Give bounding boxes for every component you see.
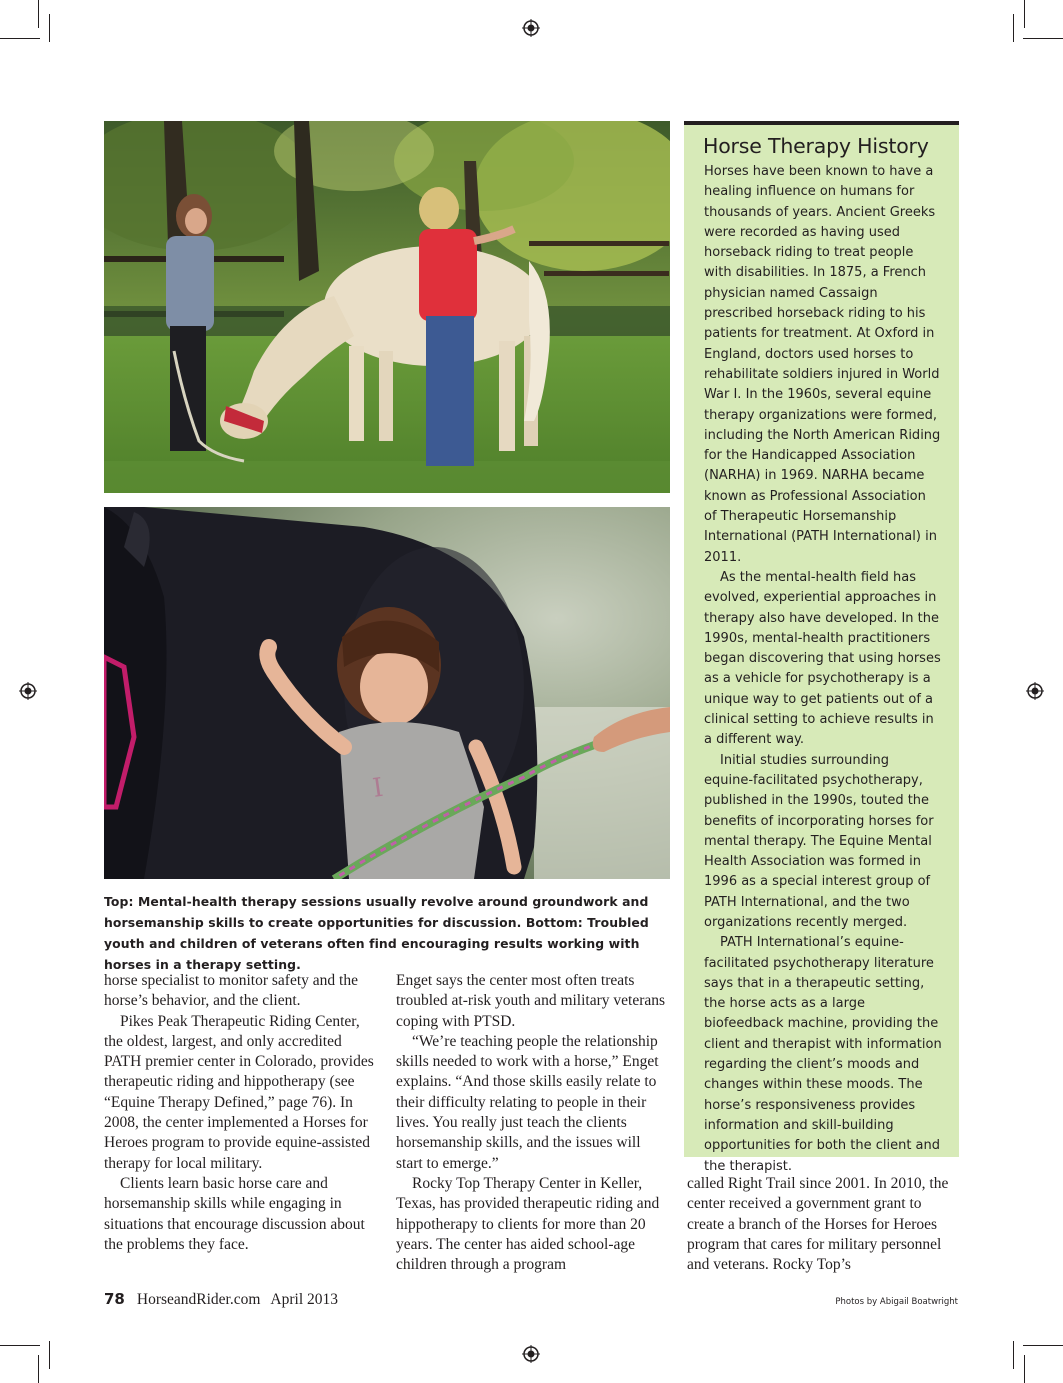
crop-mark [1013, 1341, 1014, 1369]
sidebar-body [704, 162, 942, 1177]
crop-mark [0, 1345, 40, 1346]
bottom-photo [104, 507, 670, 879]
page-footer [104, 1290, 338, 1309]
sidebar-paragraph: Horses have been known to have a healing influence on humans for thousands of years. Ancient Greeks were recorded as having used horseback riding to treat people with disabilities. In 1875, a French physician named Cassaign prescribed horseback riding to his patients for treatment. At Oxford in England, doctors used horses to rehabilitate soldiers injured in World War I. In the 1960s, several equine therapy organizations were formed, including the North American Riding for the Handicapped Association (NARHA) in 1969. NARHA became known as Professional Association of Therapeutic Horsemanship International (PATH International) in 2011. [704, 164, 941, 565]
crop-mark [49, 1341, 50, 1369]
paragraph: called Right Trail since 2001. In 2010, the center received a government grant to create a branch of the Horses for Heroes program that cares for military personnel and veterans. Rocky Top’s [687, 1175, 949, 1274]
paragraph: Clients learn basic horse care and horsemanship skills while engaging in situations that encourage discussion about the problems they face. [104, 1174, 365, 1253]
crop-mark [0, 38, 40, 39]
body-column-2 [396, 971, 668, 1275]
crop-mark [1023, 1345, 1063, 1346]
paragraph: Rocky Top Therapy Center in Keller, Texas, has provided therapeutic riding and hippotherapy to clients for more than 20 years. The center has aided school-age children through a program [396, 1174, 660, 1274]
crop-mark [1024, 1355, 1025, 1383]
sidebar-title: Horse Therapy History [703, 134, 929, 158]
site-name: HorseandRider.com [136, 1291, 261, 1308]
paragraph: Enget says the center most often treats troubled at-risk youth and military veterans coping with PTSD. [396, 972, 666, 1030]
crop-mark [49, 14, 50, 42]
issue-date: April 2013 [270, 1291, 339, 1308]
paragraph: horse specialist to monitor safety and the horse’s behavior, and the client. [104, 972, 358, 1010]
registration-mark-icon [19, 682, 37, 700]
body-column-1 [104, 971, 379, 1255]
registration-mark-icon [522, 19, 540, 37]
paragraph: “We’re teaching people the relationship skills needed to work with a horse,” Enget explains. “And those skills easily relate to their difficulty relating to people in their lives. You really just teach the clients horsemanship skills, and the issues will start to emerge.” [396, 1032, 659, 1172]
sidebar-paragraph: As the mental-health field has evolved, experiential approaches in therapy also have developed. In the 1990s, mental-health practitioners began discovering that using horses as a vehicle for psychotherapy is a unique way to get patients out of a clinical setting to achieve results in a different way. [704, 569, 941, 748]
page-number: 78 [104, 1290, 125, 1308]
sidebar-paragraph: PATH International’s equine-facilitated psychotherapy literature says that in a therapeutic setting, the horse acts as a large biofeedback machine, providing the client and therapist with information regarding the client’s moods and changes within these moods. The horse’s responsiveness provides information and skill-building opportunities for both the client and the therapist. [704, 935, 942, 1174]
crop-mark [38, 1355, 39, 1383]
paragraph: Pikes Peak Therapeutic Riding Center, the oldest, largest, and only accredited PATH premier center in Colorado, provides therapeutic riding and hippotherapy (see “Equine Therapy Defined,” page 76). In 2008, the center implemented a Horses for Heroes program to provide equine-assisted therapy for local military. [104, 1012, 374, 1172]
registration-mark-icon [1026, 682, 1044, 700]
photo-caption: Top: Mental-health therapy sessions usually revolve around groundwork and horsemanship skills to create opportunities for discussion. Bottom: Troubled youth and children of veterans often find encouraging results working with horses in a therapy setting. [104, 894, 649, 972]
crop-mark [1023, 38, 1063, 39]
crop-mark [1024, 0, 1025, 28]
svg-text:I: I [370, 772, 386, 804]
sidebar-box [684, 121, 959, 1174]
top-photo [104, 121, 670, 493]
crop-mark [38, 0, 39, 28]
photo-credit: Photos by Abigail Boatwright [835, 1297, 958, 1307]
crop-mark [1013, 14, 1014, 42]
body-column-3 [687, 1174, 959, 1275]
registration-mark-icon [522, 1345, 540, 1363]
sidebar-paragraph: Initial studies surrounding equine-facilitated psychotherapy, published in the 1990s, touted the benefits of incorporating horses for mental therapy. The Equine Mental Health Association was formed in 1996 as a special interest group of PATH International, and the two organizations recently merged. [704, 752, 934, 930]
